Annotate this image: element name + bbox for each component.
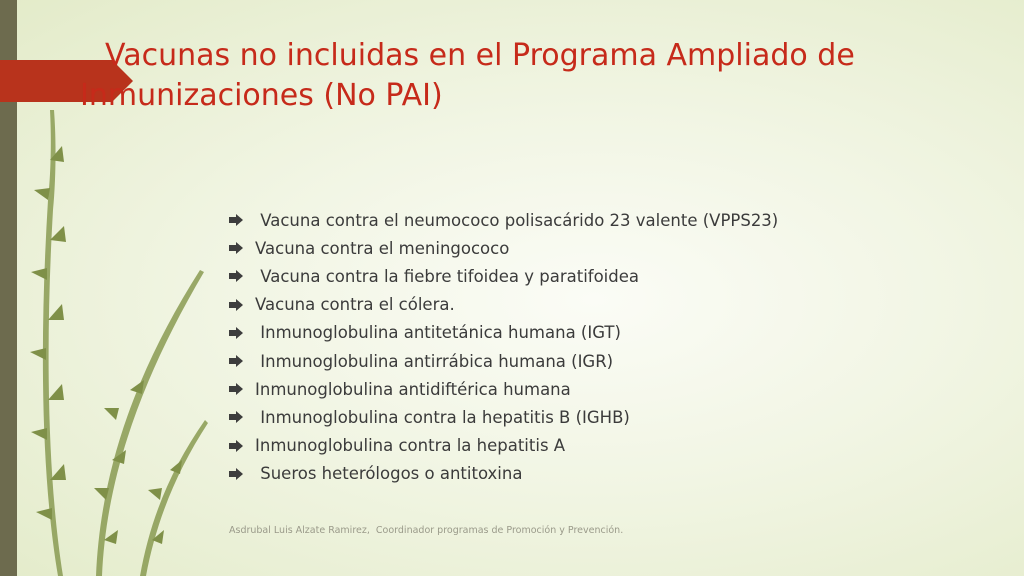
bullet-list	[229, 206, 778, 488]
arrow-right-bullet-icon	[229, 430, 255, 518]
bullet-text: Inmunoglobulina antitetánica humana (IGT)	[255, 323, 621, 343]
list-item	[229, 262, 778, 290]
list-item	[229, 291, 778, 319]
slide-title: Vacunas no incluidas en el Programa Ampliado de Inmunizaciones (No PAI)	[80, 38, 855, 113]
slide-footer: Asdrubal Luis Alzate Ramirez, Coordinador programas de Promoción y Prevención.	[229, 525, 624, 536]
bullet-text: Inmunoglobulina contra la hepatitis A	[255, 436, 566, 456]
list-item	[229, 403, 778, 431]
list-item	[229, 432, 778, 460]
bullet-text: Sueros heterólogos o antitoxina	[255, 464, 523, 484]
bullet-text: Vacuna contra el cólera.	[255, 295, 455, 315]
bullet-text: Vacuna contra el meningococo	[255, 238, 510, 258]
list-item	[229, 460, 778, 488]
bullet-text: Vacuna contra la fiebre tifoidea y paratifoidea	[255, 266, 640, 286]
list-item	[229, 319, 778, 347]
list-item	[229, 206, 778, 234]
list-item	[229, 234, 778, 262]
bullet-text: Inmunoglobulina contra la hepatitis B (IGHB)	[255, 407, 630, 427]
bullet-text: Vacuna contra el neumococo polisacárido 23 valente (VPPS23)	[255, 210, 779, 230]
bullet-text: Inmunoglobulina antidiftérica humana	[255, 379, 571, 399]
list-item	[229, 375, 778, 403]
bullet-text: Inmunoglobulina antirrábica humana (IGR)	[255, 351, 614, 371]
list-item	[229, 347, 778, 375]
